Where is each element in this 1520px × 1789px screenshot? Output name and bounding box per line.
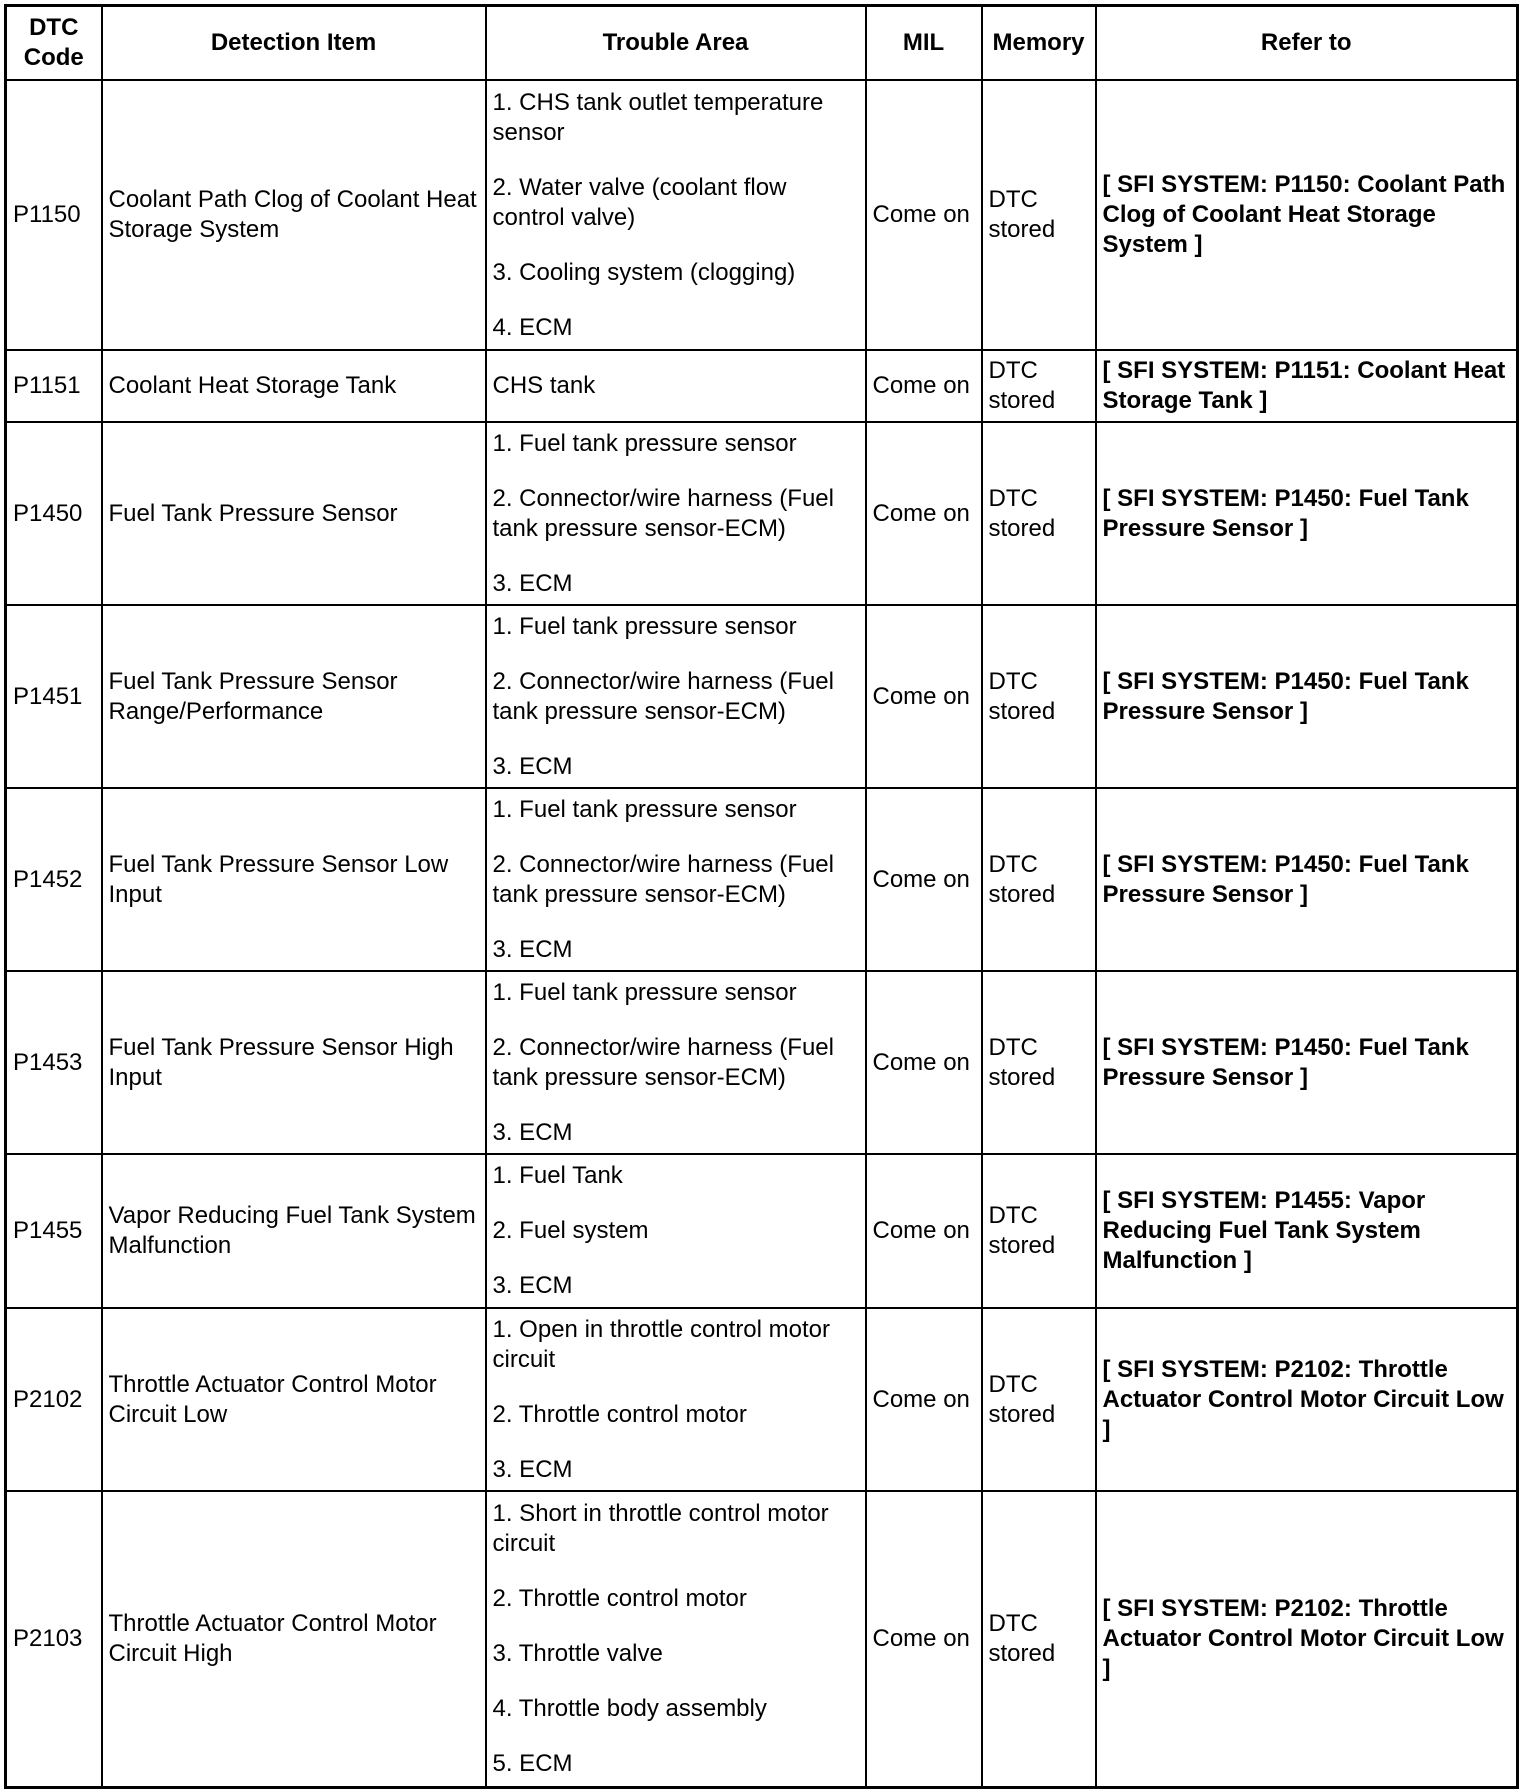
header-mil: MIL [866,6,982,81]
refer-to-cell: [ SFI SYSTEM: P1450: Fuel Tank Pressure Sensor ] [1096,605,1518,788]
trouble-area-item: 2. Connector/wire harness (Fuel tank pressure sensor-ECM) [492,484,834,542]
trouble-area-item: 5. ECM [492,1749,573,1777]
trouble-area-item: 2. Throttle control motor [492,1400,747,1428]
refer-to-cell: [ SFI SYSTEM: P1150: Coolant Path Clog of Coolant Heat Storage System ] [1096,80,1518,350]
trouble-area-item: 3. ECM [492,935,573,963]
trouble-area-item: CHS tank [492,372,596,399]
trouble-area-cell [486,971,866,1154]
dtc-code-cell: P1150 [6,80,102,350]
mil-cell: Come on [866,1491,982,1787]
trouble-area-item: 2. Water valve (coolant flow control valve) [492,173,787,231]
trouble-area-item: 1. Fuel Tank [492,1162,623,1189]
memory-cell: DTC stored [982,80,1096,350]
trouble-area-item: 3. ECM [492,1455,573,1483]
detection-item-cell: Throttle Actuator Control Motor Circuit Low [102,1308,486,1491]
detection-item-cell: Coolant Heat Storage Tank [102,350,486,422]
memory-cell: DTC stored [982,1308,1096,1491]
refer-to-cell: [ SFI SYSTEM: P2102: Throttle Actuator Control Motor Circuit Low ] [1096,1491,1518,1787]
mil-cell: Come on [866,1308,982,1491]
trouble-area-item: 4. ECM [492,313,573,341]
header-refer-to: Refer to [1096,6,1518,81]
trouble-area-item: 1. CHS tank outlet temperature sensor [492,88,824,146]
trouble-area-item: 2. Fuel system [492,1217,649,1244]
header-detection-item: Detection Item [102,6,486,81]
table-row [6,971,1518,1154]
table-row [6,1154,1518,1308]
trouble-area-item: 3. ECM [492,752,573,780]
header-memory: Memory [982,6,1096,81]
mil-cell: Come on [866,1154,982,1308]
table-row [6,788,1518,971]
trouble-area-item: 3. Cooling system (clogging) [492,258,796,286]
refer-to-cell: [ SFI SYSTEM: P1450: Fuel Tank Pressure Sensor ] [1096,788,1518,971]
header-dtc-code: DTC Code [6,6,102,81]
table-row [6,605,1518,788]
refer-to-cell: [ SFI SYSTEM: P1151: Coolant Heat Storage Tank ] [1096,350,1518,422]
mil-cell: Come on [866,422,982,605]
dtc-code-cell: P1453 [6,971,102,1154]
trouble-area-item: 3. ECM [492,569,573,597]
table-row [6,1308,1518,1491]
mil-cell: Come on [866,605,982,788]
table-row [6,350,1518,422]
memory-cell: DTC stored [982,1491,1096,1787]
trouble-area-item: 4. Throttle body assembly [492,1694,767,1722]
header-row [6,6,1518,81]
detection-item-cell: Coolant Path Clog of Coolant Heat Storage System [102,80,486,350]
dtc-code-cell: P1452 [6,788,102,971]
mil-cell: Come on [866,350,982,422]
detection-item-cell: Fuel Tank Pressure Sensor Low Input [102,788,486,971]
detection-item-cell: Throttle Actuator Control Motor Circuit High [102,1491,486,1787]
dtc-table [4,4,1519,1789]
memory-cell: DTC stored [982,971,1096,1154]
table-row [6,80,1518,350]
detection-item-cell: Fuel Tank Pressure Sensor Range/Performance [102,605,486,788]
trouble-area-item: 1. Fuel tank pressure sensor [492,429,797,457]
memory-cell: DTC stored [982,422,1096,605]
trouble-area-cell [486,1154,866,1308]
trouble-area-item: 1. Open in throttle control motor circuit [492,1315,830,1373]
memory-cell: DTC stored [982,1154,1096,1308]
refer-to-cell: [ SFI SYSTEM: P1450: Fuel Tank Pressure Sensor ] [1096,971,1518,1154]
dtc-code-cell: P1151 [6,350,102,422]
detection-item-cell: Fuel Tank Pressure Sensor High Input [102,971,486,1154]
trouble-area-item: 2. Throttle control motor [492,1584,747,1612]
trouble-area-item: 2. Connector/wire harness (Fuel tank pressure sensor-ECM) [492,850,834,908]
trouble-area-item: 3. Throttle valve [492,1639,663,1667]
mil-cell: Come on [866,788,982,971]
table-row [6,422,1518,605]
dtc-code-cell: P1450 [6,422,102,605]
trouble-area-item: 2. Connector/wire harness (Fuel tank pressure sensor-ECM) [492,667,834,725]
trouble-area-cell [486,350,866,422]
trouble-area-cell [486,1491,866,1787]
memory-cell: DTC stored [982,605,1096,788]
table-row [6,1491,1518,1787]
trouble-area-item: 1. Fuel tank pressure sensor [492,795,797,823]
trouble-area-item: 1. Fuel tank pressure sensor [492,978,797,1006]
dtc-code-cell: P2103 [6,1491,102,1787]
trouble-area-item: 3. ECM [492,1118,573,1146]
memory-cell: DTC stored [982,788,1096,971]
refer-to-cell: [ SFI SYSTEM: P1455: Vapor Reducing Fuel Tank System Malfunction ] [1096,1154,1518,1308]
trouble-area-cell [486,422,866,605]
refer-to-cell: [ SFI SYSTEM: P2102: Throttle Actuator Control Motor Circuit Low ] [1096,1308,1518,1491]
dtc-code-cell: P1451 [6,605,102,788]
mil-cell: Come on [866,80,982,350]
header-trouble-area: Trouble Area [486,6,866,81]
dtc-code-cell: P1455 [6,1154,102,1308]
trouble-area-cell [486,788,866,971]
trouble-area-cell [486,605,866,788]
detection-item-cell: Fuel Tank Pressure Sensor [102,422,486,605]
trouble-area-cell [486,80,866,350]
trouble-area-item: 3. ECM [492,1272,573,1299]
mil-cell: Come on [866,971,982,1154]
trouble-area-item: 1. Short in throttle control motor circuit [492,1499,829,1557]
dtc-code-cell: P2102 [6,1308,102,1491]
refer-to-cell: [ SFI SYSTEM: P1450: Fuel Tank Pressure Sensor ] [1096,422,1518,605]
detection-item-cell: Vapor Reducing Fuel Tank System Malfunction [102,1154,486,1308]
memory-cell: DTC stored [982,350,1096,422]
trouble-area-item: 1. Fuel tank pressure sensor [492,612,797,640]
trouble-area-cell [486,1308,866,1491]
trouble-area-item: 2. Connector/wire harness (Fuel tank pressure sensor-ECM) [492,1033,834,1091]
